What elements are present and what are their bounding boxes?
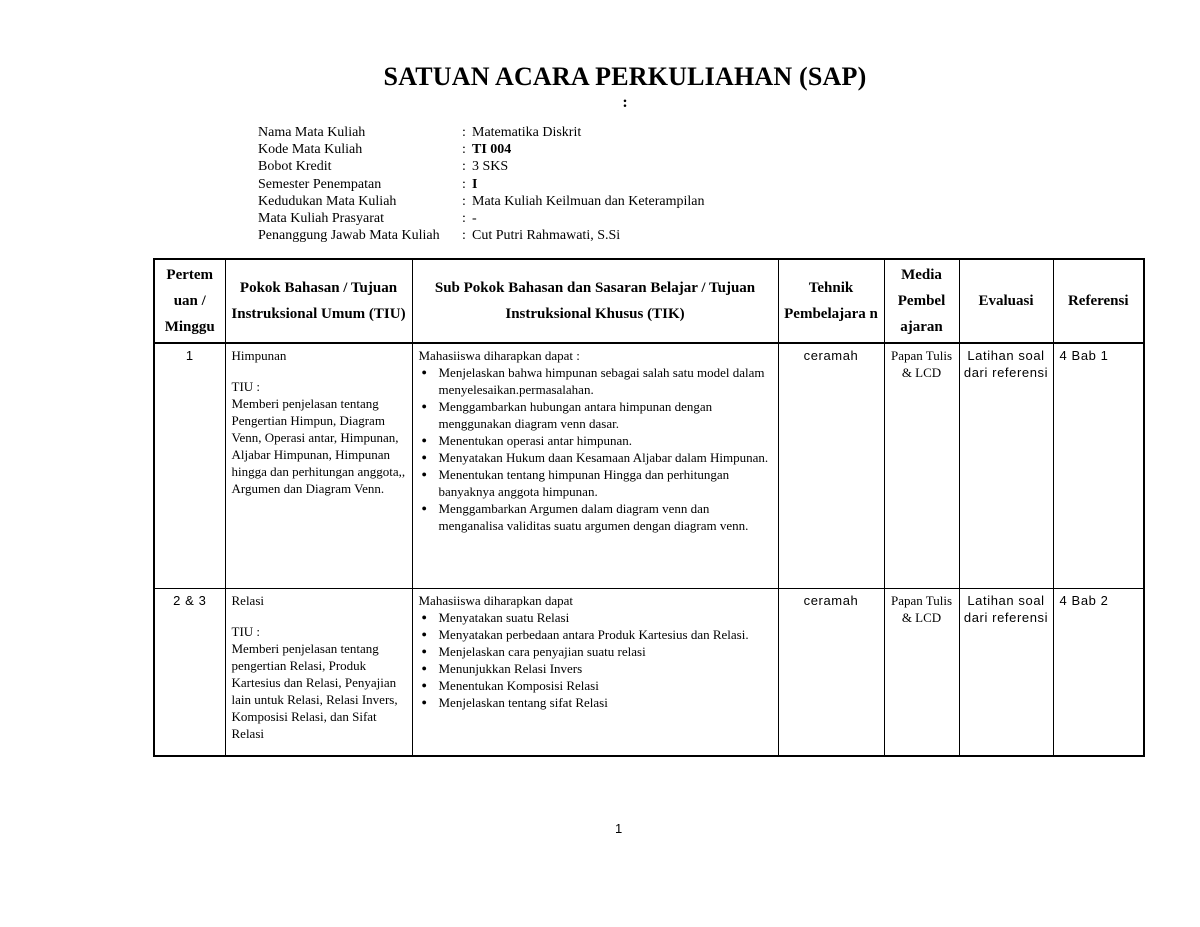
tik-list (419, 364, 774, 534)
info-row (258, 124, 704, 141)
info-row (258, 193, 704, 210)
tik-item: ● Menyatakan suatu Relasi (439, 609, 774, 626)
tik-item: ● Menjelaskan bahwa himpunan sebagai salah satu model dalam menyelesaikan.permasalahan. (439, 364, 774, 398)
media-cell: Papan Tulis & LCD (884, 343, 959, 588)
tik-item: ● Menentukan Komposisi Relasi (439, 677, 774, 694)
header-reference: Referensi (1053, 259, 1144, 343)
tik-item: ● Menggambarkan Argumen dalam diagram venn dan menganalisa validitas suatu argumen dengan diagram venn. (439, 500, 774, 534)
header-media: Media Pembel ajaran (884, 259, 959, 343)
info-row (258, 141, 704, 158)
info-separator: : (462, 176, 466, 192)
tik-item: ● Menggambarkan hubungan antara himpunan dengan menggunakan diagram venn dasar. (439, 398, 774, 432)
reference-cell: 4 Bab 2 (1053, 588, 1144, 756)
topic-cell (225, 343, 412, 588)
evaluation-cell: Latihan soal dari referensi (959, 343, 1053, 588)
info-value: Mata Kuliah Keilmuan dan Keterampilan (472, 193, 705, 209)
info-row (258, 210, 704, 227)
tik-item: ● Menentukan operasi antar himpunan. (439, 432, 774, 449)
page-number: 1 (615, 821, 623, 836)
info-separator: : (462, 211, 466, 227)
info-label: Kedudukan Mata Kuliah (258, 193, 397, 209)
info-label: Bobot Kredit (258, 159, 332, 175)
tik-item: ● Menentukan tentang himpunan Hingga dan perhitungan banyaknya anggota himpunan. (439, 466, 774, 500)
info-separator: : (462, 159, 466, 175)
tiu-label: TIU : (231, 379, 261, 394)
table-header-row (154, 259, 1144, 343)
topic-title: Himpunan (231, 348, 287, 363)
tik-intro: Mahasiiswa diharapkan dapat (418, 592, 574, 608)
info-value: Cut Putri Rahmawati, S.Si (472, 228, 621, 244)
tik-item: ● Menyatakan perbedaan antara Produk Kartesius dan Relasi. (439, 626, 774, 643)
info-row (258, 227, 704, 244)
info-row (258, 176, 704, 193)
tiu-text: Memberi penjelasan tentang pengertian Relasi, Produk Kartesius dan Relasi, Penyajian lain untuk Relasi, Relasi Invers, Komposisi Relasi, dan Sifat Relasi (231, 640, 398, 741)
tik-item: ● Menjelaskan tentang sifat Relasi (439, 694, 774, 711)
info-label: Kode Mata Kuliah (258, 142, 363, 158)
info-label: Semester Penempatan (258, 176, 382, 192)
tik-item: ● Menunjukkan Relasi Invers (439, 660, 774, 677)
info-value: - (472, 211, 477, 227)
title-colon: : (622, 94, 628, 111)
tik-cell (412, 343, 778, 588)
tik-cell (412, 588, 778, 756)
topic-title: Relasi (231, 592, 264, 608)
tik-intro: Mahasiiswa diharapkan dapat : (418, 348, 580, 363)
reference-cell: 4 Bab 1 (1053, 343, 1144, 588)
info-value: I (472, 176, 478, 192)
info-label: Penanggung Jawab Mata Kuliah (258, 228, 440, 244)
document-title: SATUAN ACARA PERKULIAHAN (SAP) (383, 62, 867, 91)
week-cell: 1 (154, 343, 225, 588)
info-separator: : (462, 142, 466, 158)
sap-table (153, 258, 1145, 757)
tik-list (419, 609, 774, 711)
info-separator: : (462, 125, 466, 140)
media-cell: Papan Tulis & LCD (884, 588, 959, 756)
info-row (258, 158, 704, 175)
info-separator: : (462, 193, 466, 209)
info-separator: : (462, 228, 466, 244)
header-method: Tehnik Pembelajara n (778, 259, 884, 343)
header-tik: Sub Pokok Bahasan dan Sasaran Belajar / Tujuan Instruksional Khusus (TIK) (412, 259, 778, 343)
header-topic: Pokok Bahasan / Tujuan Instruksional Umum (TIU) (225, 259, 412, 343)
table-row (154, 343, 1144, 588)
header-week: Pertem uan / Minggu (154, 259, 225, 343)
course-info (258, 124, 704, 244)
info-value: Matematika Diskrit (472, 125, 582, 140)
tiu-label: TIU : (231, 623, 261, 639)
info-label: Nama Mata Kuliah (258, 125, 366, 140)
tik-item: ● Menjelaskan cara penyajian suatu relasi (439, 643, 774, 660)
info-value: TI 004 (472, 142, 512, 158)
table-row (154, 588, 1144, 756)
tiu-text: Memberi penjelasan tentang Pengertian Himpun, Diagram Venn, Operasi antar, Himpunan, Aljabar Himpunan, Himpunan hingga dan perhitungan anggota,, Argumen dan Diagram Venn. (231, 396, 406, 496)
method-cell: ceramah (778, 343, 884, 588)
evaluation-cell: Latihan soal dari referensi (959, 588, 1053, 756)
topic-cell (225, 588, 412, 756)
header-evaluation: Evaluasi (959, 259, 1053, 343)
info-label: Mata Kuliah Prasyarat (258, 211, 384, 227)
week-cell: 2 & 3 (154, 588, 225, 756)
info-value: 3 SKS (472, 159, 509, 175)
tik-item: ● Menyatakan Hukum daan Kesamaan Aljabar dalam Himpunan. (439, 449, 774, 466)
method-cell: ceramah (778, 588, 884, 756)
